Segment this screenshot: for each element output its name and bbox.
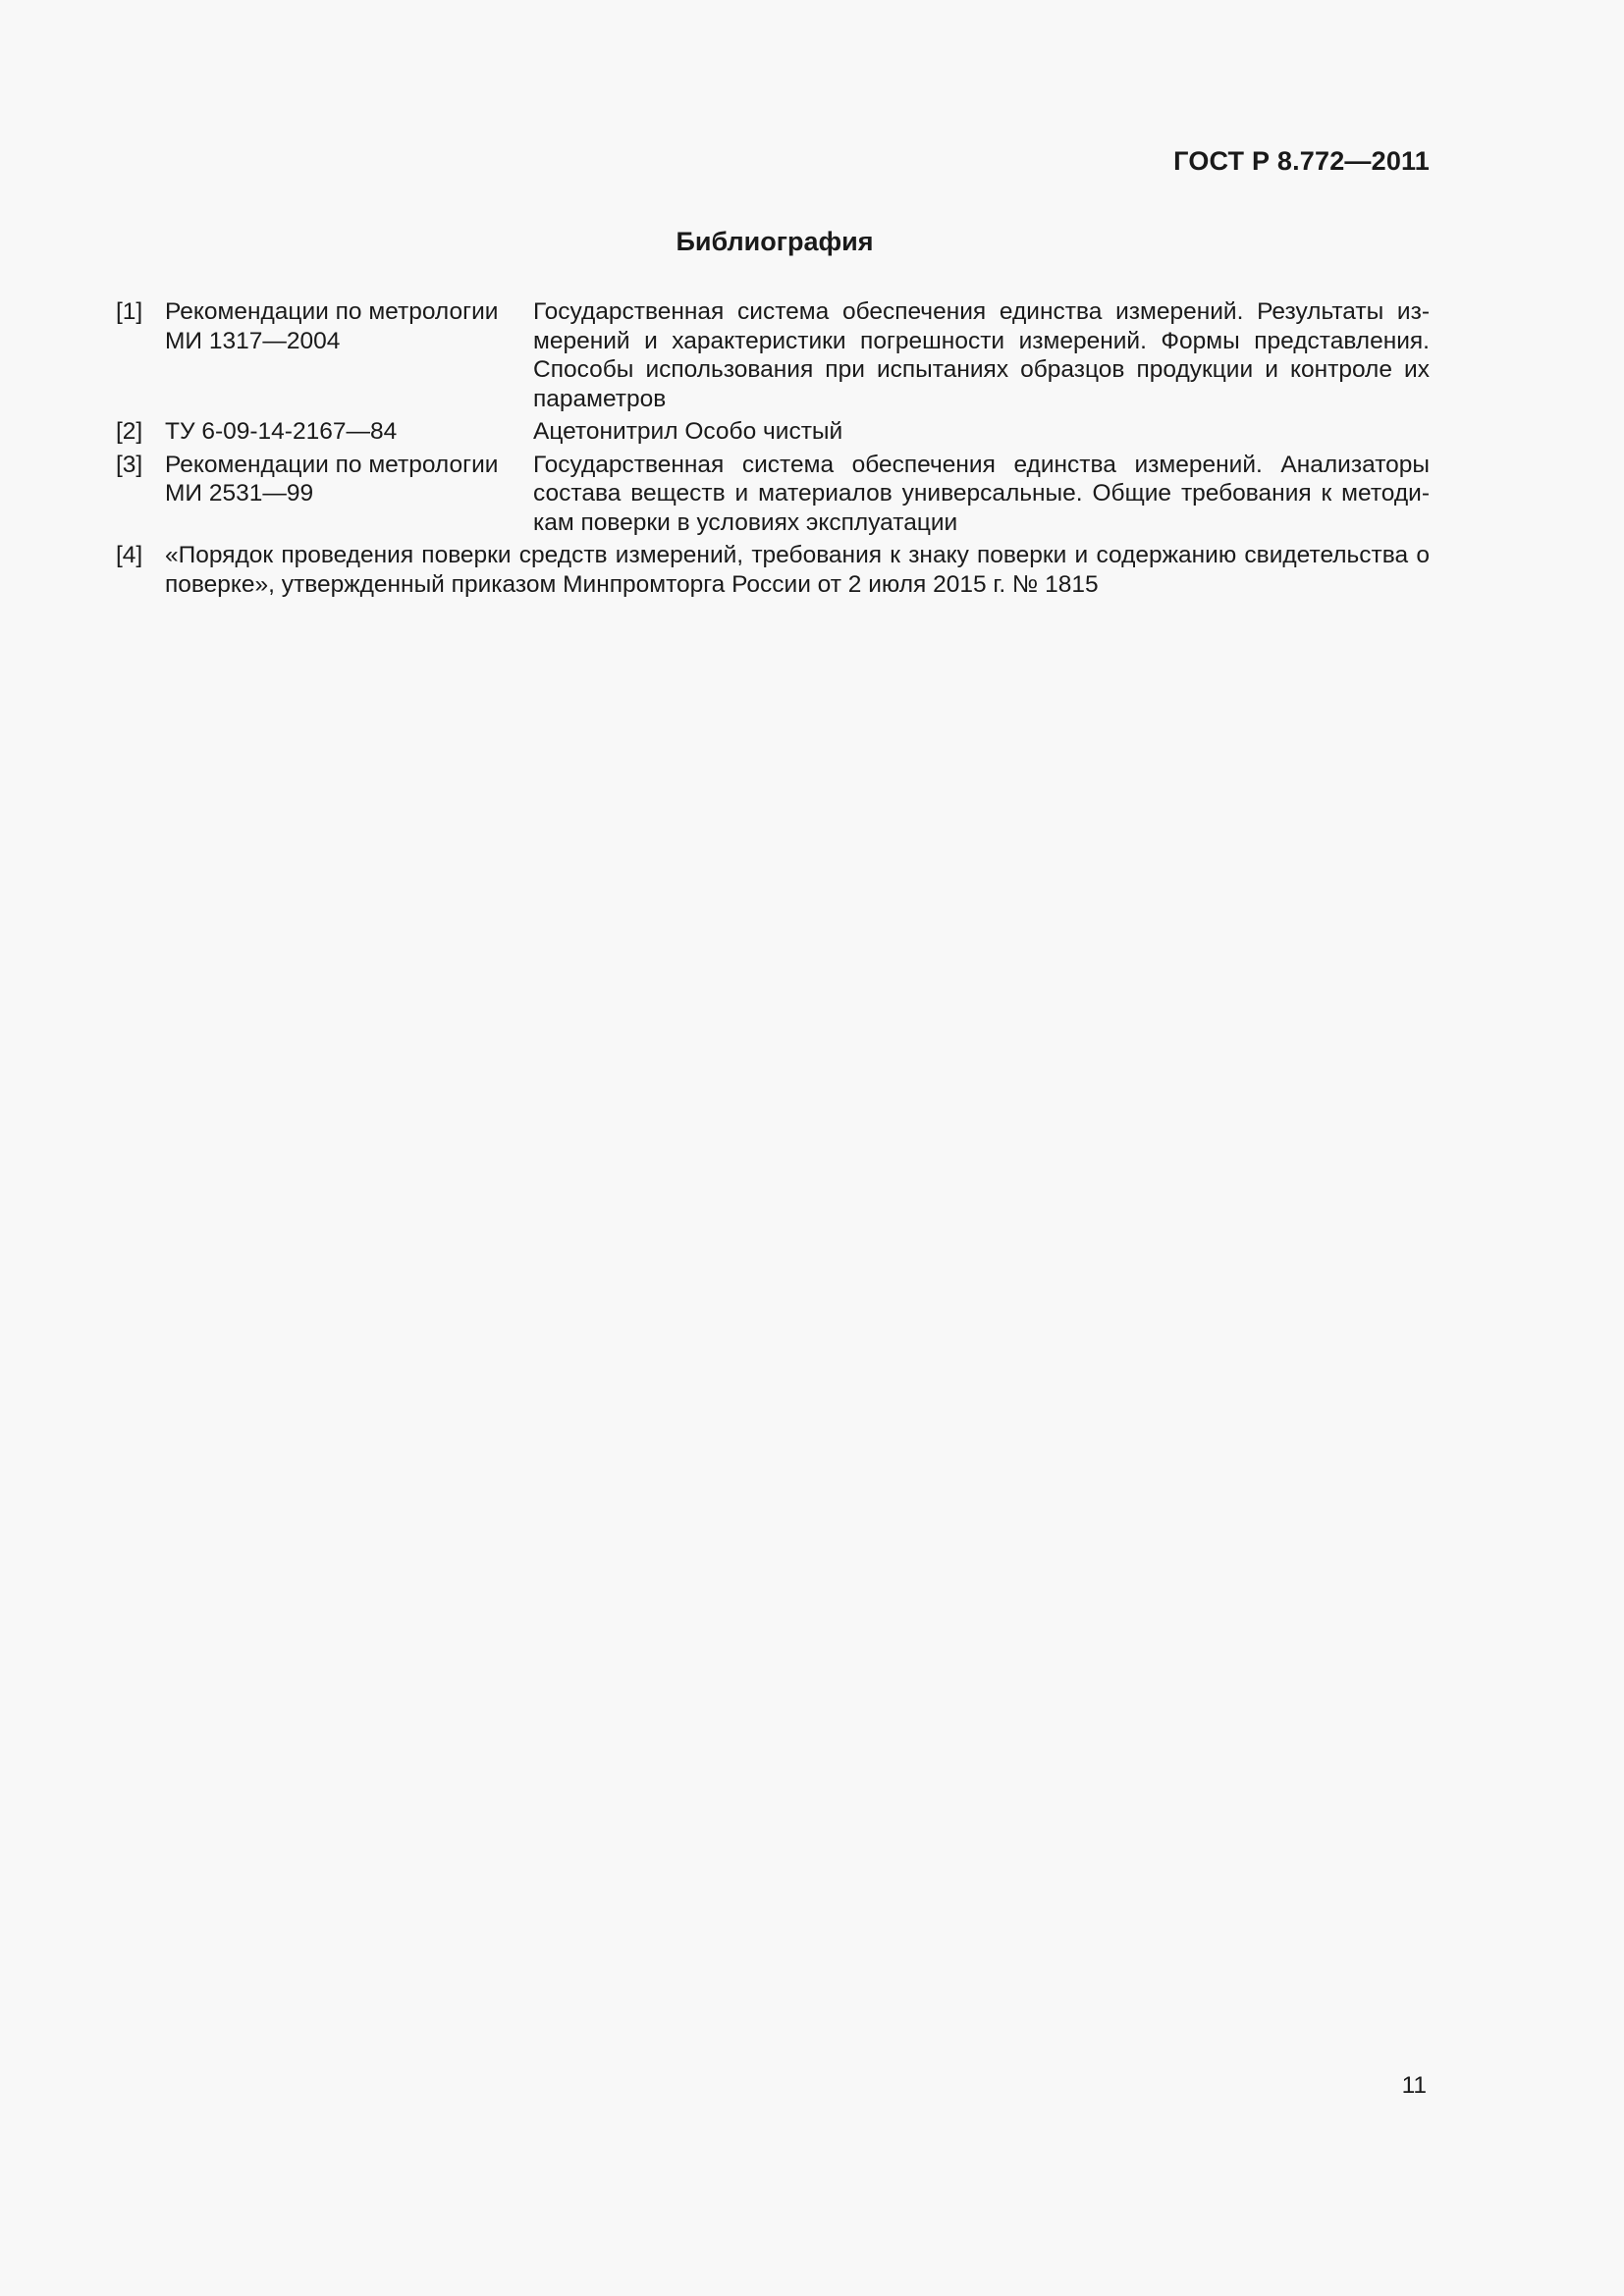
entry-number: [1] [116, 298, 143, 325]
source-line: Рекомендации по метрологии [165, 451, 499, 478]
bibliography-entry [116, 417, 1430, 447]
entry-description: Государственная система обеспечения единства измерений. Анализаторы состава веществ и материалов универсальные. Общие требования к методи-кам поверки в условиях эксплуатации [533, 451, 1430, 536]
source-line: МИ 2531—99 [165, 480, 314, 507]
entry-source [165, 451, 518, 508]
entry-full-text: «Порядок проведения поверки средств измерений, требования к знаку поверки и содержанию свидетельства о поверке», утвержденный приказом Минпромторга России от 2 июля 2015 г. № 1815 [165, 542, 1430, 598]
source-line: Рекомендации по метрологии [165, 298, 499, 325]
entry-description: Государственная система обеспечения единства измерений. Результаты из-мерений и характеристики погрешности измерений. Формы представления. Способы использования при испытаниях образцов продукции и контроле их параметров [533, 298, 1430, 412]
entry-number: [4] [116, 542, 143, 568]
document-code: ГОСТ Р 8.772—2011 [1173, 146, 1430, 176]
entry-source [165, 417, 518, 447]
entry-description: Ацетонитрил Особо чистый [533, 418, 843, 445]
source-line: ТУ 6-09-14-2167—84 [165, 418, 398, 445]
source-line: МИ 1317—2004 [165, 327, 341, 354]
bibliography-list [116, 297, 1430, 603]
bibliography-entry [116, 451, 1430, 538]
entry-source [165, 297, 518, 355]
page-number: 11 [1401, 2072, 1427, 2099]
entry-number: [3] [116, 451, 143, 478]
bibliography-entry [116, 297, 1430, 413]
entry-number: [2] [116, 418, 143, 445]
section-title: Библиография [676, 227, 874, 256]
bibliography-entry [116, 541, 1430, 599]
